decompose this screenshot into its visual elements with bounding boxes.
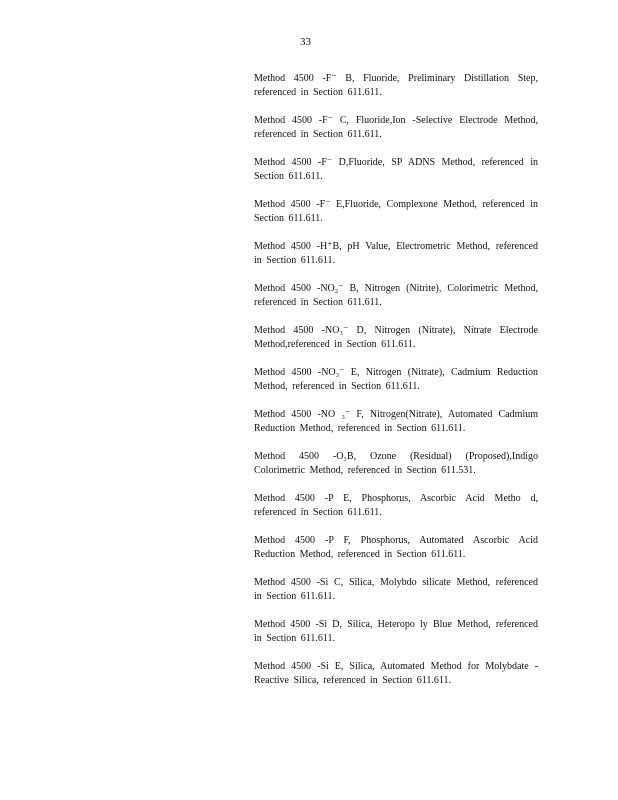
reference-entry: Method 4500 -Si D, Silica, Heteropo ly Blue Method, referenced in Section 611.611. — [254, 619, 538, 644]
reference-entry: Method 4500 -NO ₃⁻ F, Nitrogen(Nitrate), Automated Cadmium Reduction Method, referenced in Section 611.611. — [254, 409, 538, 434]
reference-entry: Method 4500 -NO₂⁻ B, Nitrogen (Nitrite), Colorimetric Method, referenced in Section 611.611. — [254, 283, 538, 308]
reference-entry: Method 4500 -O₃B, Ozone (Residual) (Proposed),Indigo Colorimetric Method, referenced in Section 611.531. — [254, 451, 538, 476]
reference-entry: Method 4500 -F⁻ B, Fluoride, Preliminary Distillation Step, referenced in Section 611.611. — [254, 73, 538, 98]
reference-entry: Method 4500 -Si C, Silica, Molybdo silicate Method, referenced in Section 611.611. — [254, 577, 538, 602]
reference-entry: Method 4500 -P F, Phosphorus, Automated Ascorbic Acid Reduction Method, referenced in Section 611.611. — [254, 535, 538, 560]
reference-entry: Method 4500 -H⁺B, pH Value, Electrometric Method, referenced in Section 611.611. — [254, 241, 538, 266]
reference-entry: Method 4500 -P E, Phosphorus, Ascorbic Acid Metho d, referenced in Section 611.611. — [254, 493, 538, 518]
reference-list — [254, 72, 538, 702]
reference-entry: Method 4500 -F⁻ E,Fluoride, Complexone Method, referenced in Section 611.611. — [254, 199, 538, 224]
reference-entry: Method 4500 -NO₃⁻ E, Nitrogen (Nitrate), Cadmium Reduction Method, referenced in Section 611.611. — [254, 367, 538, 392]
reference-entry: Method 4500 -Si E, Silica, Automated Method for Molybdate -Reactive Silica, referenced in Section 611.611. — [254, 661, 538, 686]
page-number: 33 — [300, 36, 311, 48]
reference-entry: Method 4500 -F⁻ C, Fluoride,Ion -Selective Electrode Method, referenced in Section 611.611. — [254, 115, 538, 140]
reference-entry: Method 4500 -F⁻ D,Fluoride, SP ADNS Method, referenced in Section 611.611. — [254, 157, 538, 182]
reference-entry: Method 4500 -NO₃⁻ D, Nitrogen (Nitrate), Nitrate Electrode Method,referenced in Section 611.611. — [254, 325, 538, 350]
